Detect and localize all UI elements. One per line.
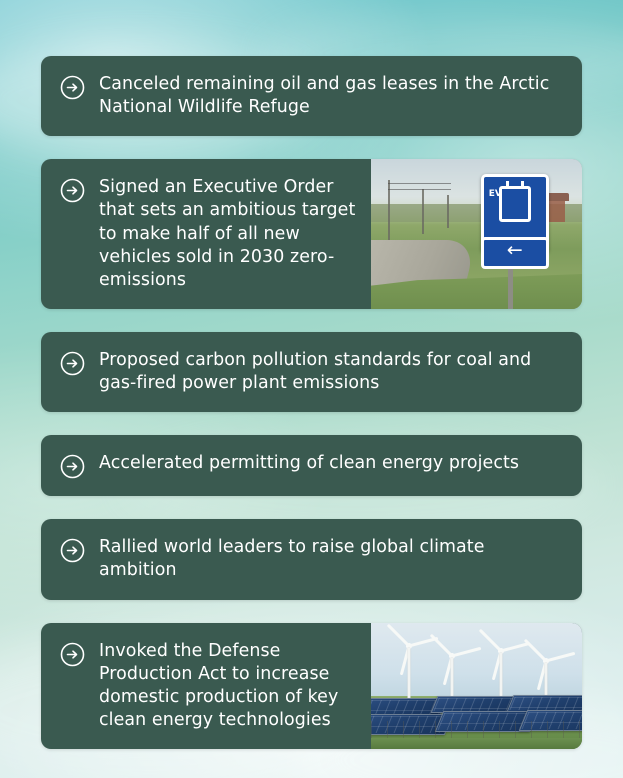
- list-item-label: Proposed carbon pollution standards for coal and gas-fired power plant emissions: [99, 349, 532, 394]
- arrow-right-circle-icon: [60, 538, 85, 563]
- turbine-blade: [523, 639, 546, 662]
- arrow-right-circle-icon: [60, 75, 85, 100]
- list-item: [41, 623, 582, 750]
- list-item-label: Canceled remaining oil and gas leases in the Arctic National Wildlife Refuge: [99, 74, 550, 118]
- list-item-content: [41, 332, 582, 412]
- direction-arrow-sign: [481, 237, 549, 269]
- list-item-label: Invoked the Defense Production Act to increase domestic production of key clean energy technologies: [99, 640, 339, 730]
- ev-sign-text: EV: [488, 189, 502, 200]
- list-item-content: [41, 435, 582, 496]
- list-item: [41, 159, 582, 309]
- ev-scene: [371, 159, 582, 309]
- list-item-content: [41, 56, 582, 136]
- list-item: [41, 56, 582, 136]
- turbine-blade: [387, 624, 410, 647]
- list-item-content: [41, 623, 371, 750]
- list-item-label: Signed an Executive Order that sets an ambitious target to make half of all new vehicles sold in 2030 zero-emissions: [99, 177, 356, 290]
- list-item-label: Accelerated permitting of clean energy projects: [99, 453, 520, 474]
- list-item-content: [41, 159, 371, 309]
- power-line: [388, 183, 451, 184]
- turbine-blade: [429, 634, 452, 657]
- wind-turbine: [396, 630, 422, 708]
- arrow-right-circle-icon: [60, 454, 85, 479]
- turbine-blade: [479, 629, 502, 652]
- plug-icon: [499, 186, 531, 222]
- wind-solar-scene: [371, 623, 582, 750]
- list-item-label: Rallied world leaders to raise global climate ambition: [99, 537, 485, 581]
- arrow-right-circle-icon: [60, 642, 85, 667]
- list-item: [41, 332, 582, 412]
- wind-solar-photo: [371, 623, 582, 750]
- list-item-content: [41, 519, 582, 599]
- list-item: [41, 519, 582, 599]
- ev-sign-photo: [371, 159, 582, 309]
- turbine-blade: [545, 652, 575, 663]
- arrow-right-circle-icon: [60, 351, 85, 376]
- power-line: [388, 189, 451, 190]
- arrow-right-circle-icon: [60, 178, 85, 203]
- foreground-grass: [371, 738, 582, 749]
- list-item: [41, 435, 582, 496]
- utility-pole: [447, 195, 449, 228]
- turbine-blade: [451, 647, 481, 658]
- utility-pole: [422, 189, 424, 234]
